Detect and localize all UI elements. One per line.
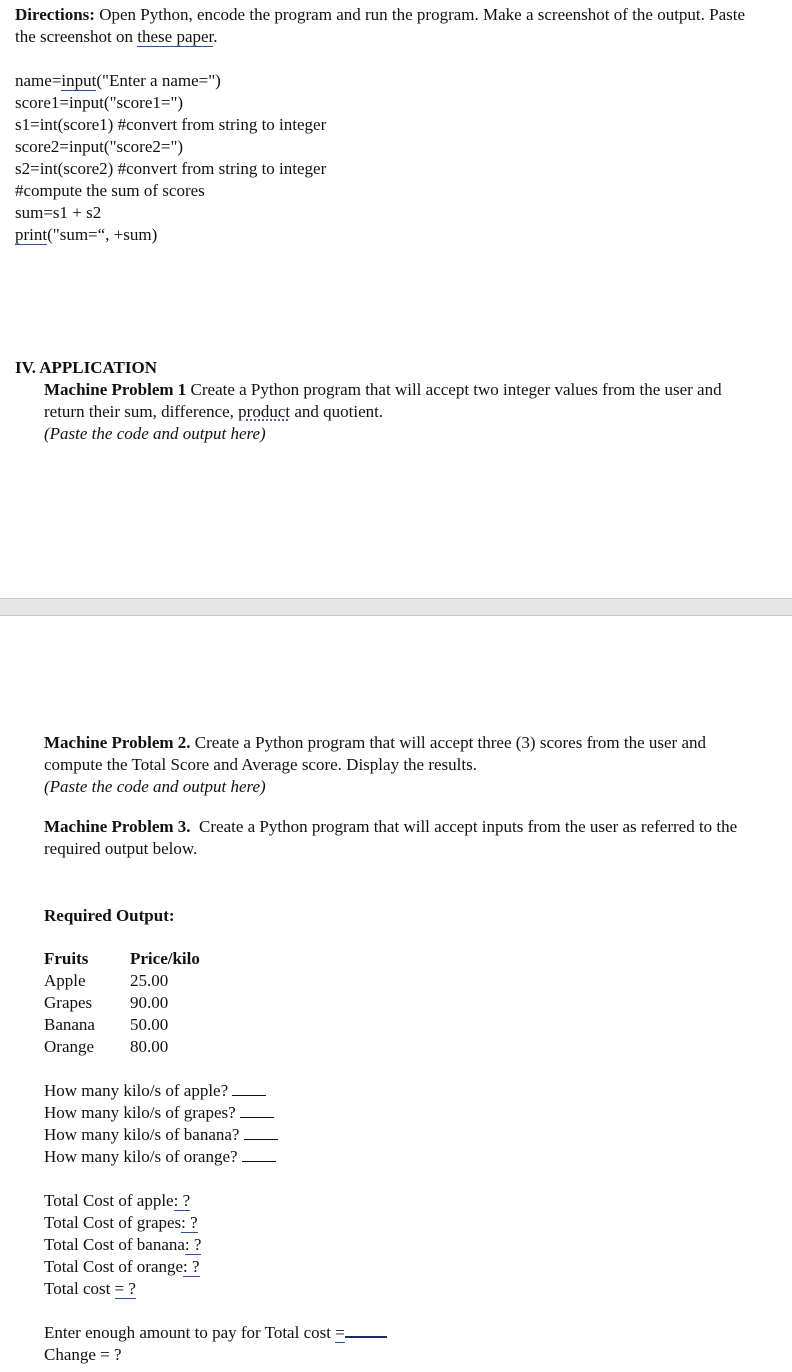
machine-problem-3: Machine Problem 3. Create a Python program that will accept inputs from the user as referred to the required output below. <box>44 817 742 858</box>
list-item: Total Cost of orange: ? <box>44 1257 200 1276</box>
code-input-keyword: input <box>61 71 97 90</box>
mp2-label: Machine Problem 2. <box>44 733 191 752</box>
code-line-3: s1=int(score1) #convert from string to integer <box>15 115 327 134</box>
amount-blank <box>345 1322 387 1338</box>
table-row: Banana 50.00 <box>44 1015 169 1034</box>
code-line-2: score1=input("score1=") <box>15 93 184 112</box>
code-line-5: s2=int(score2) #convert from string to integer <box>15 159 327 178</box>
directions-end: . <box>213 27 218 46</box>
machine-problem-1: Machine Problem 1 Create a Python program that will accept two integer values from the user and return their sum, difference, product and quotient. (Paste the code and output here) <box>44 379 754 445</box>
required-output-heading: Required Output: <box>44 906 175 925</box>
table-row: Grapes 90.00 <box>44 993 169 1012</box>
change-line: Change = ? <box>44 1345 122 1364</box>
list-item: Total Cost of apple: ? <box>44 1191 191 1210</box>
kilo-questions <box>44 1080 278 1168</box>
table-row: Apple 25.00 <box>44 971 169 990</box>
application-heading: IV. APPLICATION <box>15 358 158 377</box>
fruits-column-header: Fruits <box>44 949 89 968</box>
code-line-1: name=input("Enter a name=") <box>15 71 221 90</box>
mp3-label: Machine Problem 3. <box>44 817 191 836</box>
mp2-paste-note: (Paste the code and output here) <box>44 777 266 796</box>
list-item: How many kilo/s of banana? <box>44 1124 278 1146</box>
code-print-keyword: print <box>15 225 48 244</box>
code-line-4: score2=input("score2=") <box>15 137 184 156</box>
list-item: How many kilo/s of grapes? <box>44 1102 278 1124</box>
enter-amount-line: Enter enough amount to pay for Total cost = <box>44 1322 387 1344</box>
application-section <box>15 357 755 379</box>
code-block <box>15 70 615 246</box>
directions-text: Open Python, encode the program and run the program. Make a screenshot of the output. Paste the screenshot on <box>15 5 746 46</box>
total-costs <box>44 1190 201 1300</box>
mp1-underlined-word: product <box>238 402 291 421</box>
code-line-6: #compute the sum of scores <box>15 181 205 200</box>
page-break <box>0 598 792 616</box>
directions-underlined-phrase: these paper <box>137 27 214 46</box>
table-row: Orange 80.00 <box>44 1037 169 1056</box>
directions-label: Directions: <box>15 5 95 24</box>
code-line-7: sum=s1 + s2 <box>15 203 102 222</box>
code-line-8: print("sum=“, +sum) <box>15 225 158 244</box>
mp1-label: Machine Problem 1 <box>44 380 187 399</box>
total-cost-line: Total cost = ? <box>44 1279 136 1298</box>
price-table <box>44 948 200 1058</box>
document-page-2 <box>0 616 792 1372</box>
document-page-1 <box>0 0 792 598</box>
payment-section <box>44 1322 387 1366</box>
mp1-paste-note: (Paste the code and output here) <box>44 424 266 443</box>
list-item: Total Cost of grapes: ? <box>44 1213 198 1232</box>
list-item: How many kilo/s of apple? <box>44 1080 278 1102</box>
directions-paragraph <box>15 4 755 48</box>
list-item: How many kilo/s of orange? <box>44 1146 278 1168</box>
list-item: Total Cost of banana: ? <box>44 1235 202 1254</box>
price-table-header <box>44 948 200 970</box>
price-column-header: Price/kilo <box>130 949 200 968</box>
machine-problem-2: Machine Problem 2. Create a Python program that will accept three (3) scores from the user and compute the Total Score and Average score. Display the results. (Paste the code and output here) <box>44 732 764 798</box>
